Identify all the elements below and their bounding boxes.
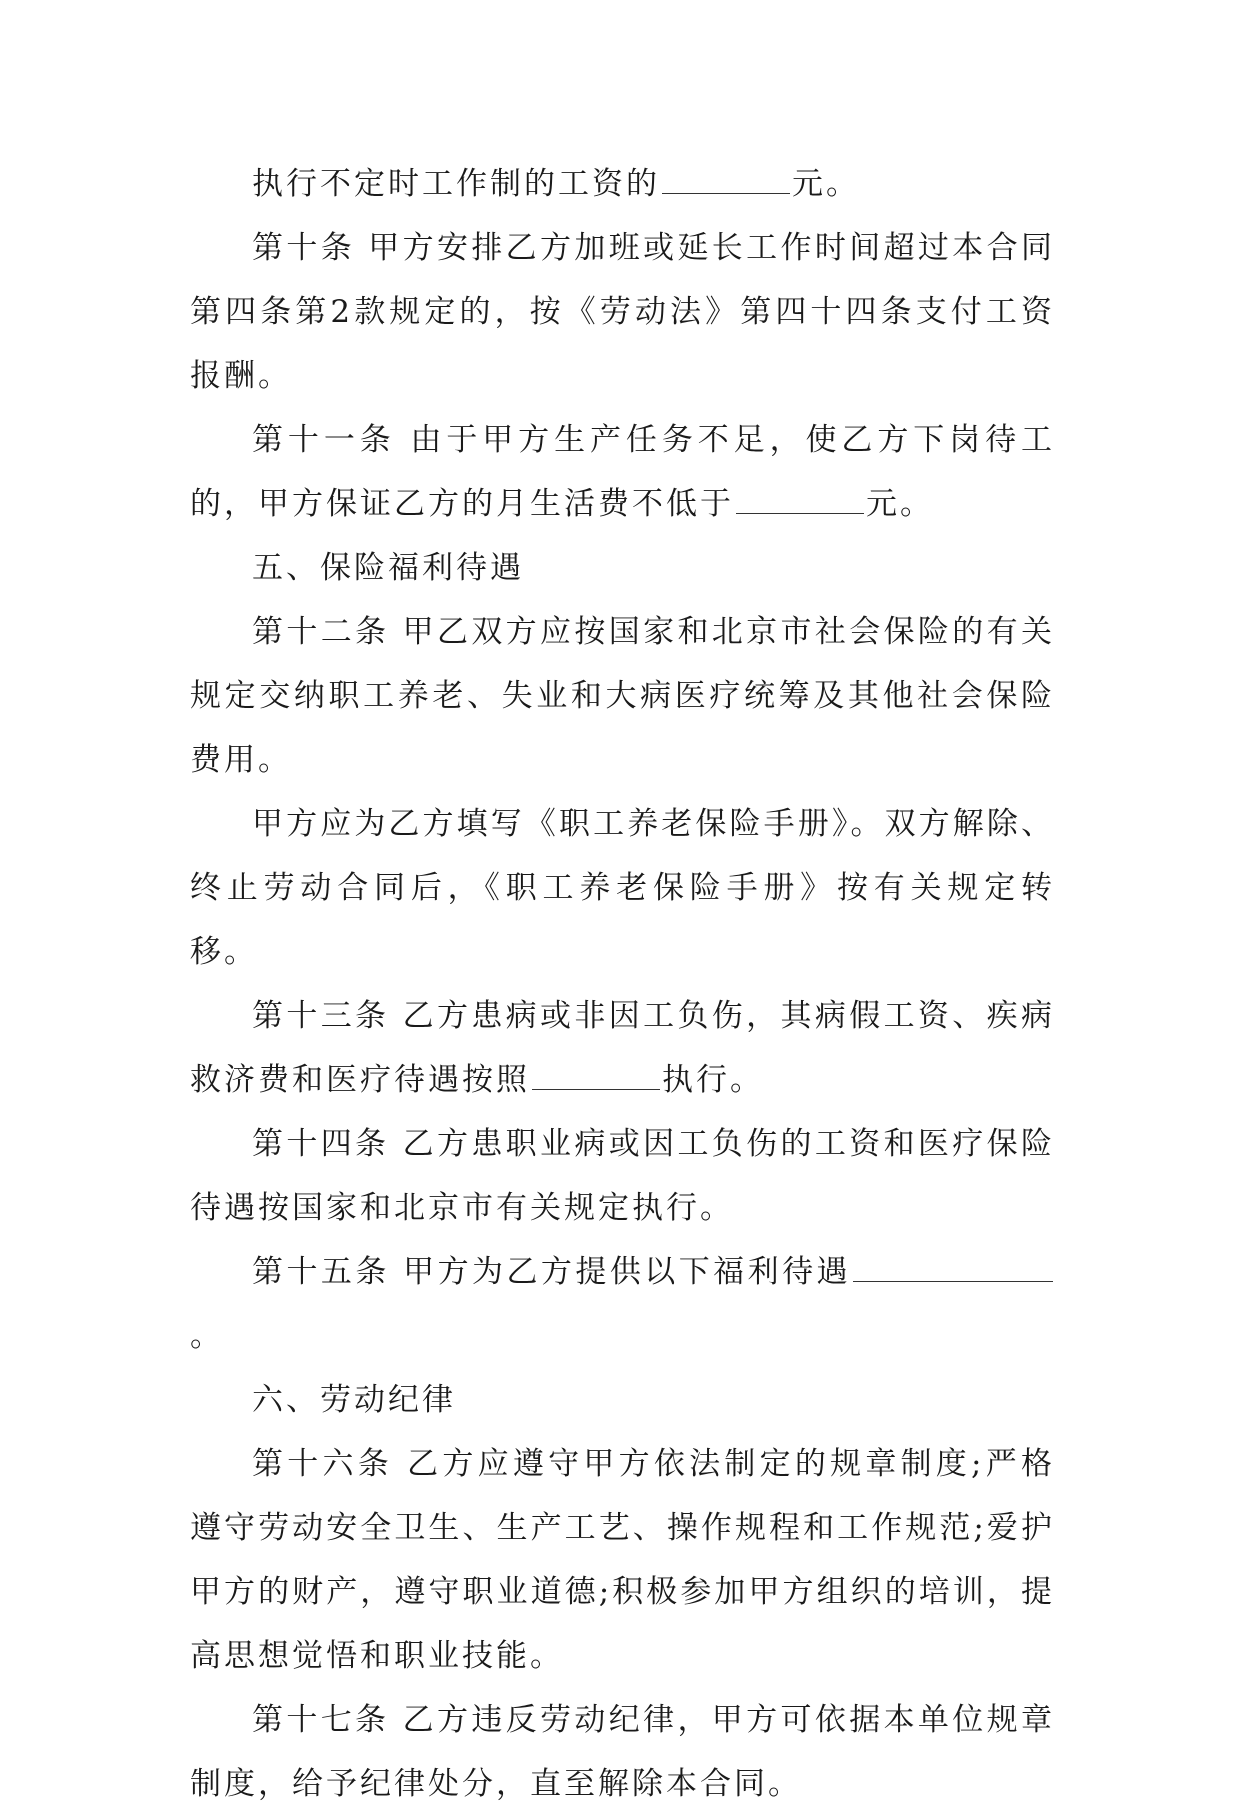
fill-in-blank xyxy=(736,483,864,514)
paragraph-wage-irregular xyxy=(190,152,1055,216)
article-11 xyxy=(190,408,1055,536)
article-16: 第十六条 乙方应遵守甲方依法制定的规章制度;严格遵守劳动安全卫生、生产工艺、操作规程和工作规范;爱护甲方的财产，遵守职业道德;积极参加甲方组织的培训，提高思想觉悟和职业技能。 xyxy=(190,1446,1055,1674)
article-15 xyxy=(190,1240,1055,1368)
paragraph-text: 执行。 xyxy=(662,1062,764,1098)
fill-in-blank xyxy=(853,1251,1053,1282)
fill-in-blank xyxy=(532,1059,660,1090)
article-17: 第十七条 乙方违反劳动纪律，甲方可依据本单位规章制度，给予纪律处分，直至解除本合同。 xyxy=(190,1702,1055,1802)
paragraph-text: 第十一条 由于甲方生产任务不足，使乙方下岗待工的，甲方保证乙方的月生活费不低于 xyxy=(190,422,1055,522)
article-12: 第十二条 甲乙双方应按国家和北京市社会保险的有关规定交纳职工养老、失业和大病医疗统筹及其他社会保险费用。 xyxy=(190,614,1055,778)
section-heading-discipline: 六、劳动纪律 xyxy=(252,1382,456,1418)
article-10: 第十条 甲方安排乙方加班或延长工作时间超过本合同第四条第2款规定的，按《劳动法》第四十四条支付工资报酬。 xyxy=(190,230,1055,394)
paragraph-text: 执行不定时工作制的工资的 xyxy=(252,166,660,202)
paragraph-text: 元。 xyxy=(792,166,860,202)
article-13 xyxy=(190,984,1055,1112)
article-14: 第十四条 乙方患职业病或因工负伤的工资和医疗保险待遇按国家和北京市有关规定执行。 xyxy=(190,1126,1055,1226)
paragraph-text: 第十三条 乙方患病或非因工负伤，其病假工资、疾病救济费和医疗待遇按照 xyxy=(190,998,1055,1098)
paragraph-text: 元。 xyxy=(866,486,934,522)
paragraph-text: 。 xyxy=(190,1318,224,1354)
paragraph-pension-handbook: 甲方应为乙方填写《职工养老保险手册》。双方解除、终止劳动合同后，《职工养老保险手册》按有关规定转移。 xyxy=(190,806,1055,970)
document-body xyxy=(190,152,1055,1816)
section-heading-insurance: 五、保险福利待遇 xyxy=(252,550,524,586)
fill-in-blank xyxy=(662,163,790,194)
paragraph-text: 第十五条 甲方为乙方提供以下福利待遇 xyxy=(252,1254,851,1290)
